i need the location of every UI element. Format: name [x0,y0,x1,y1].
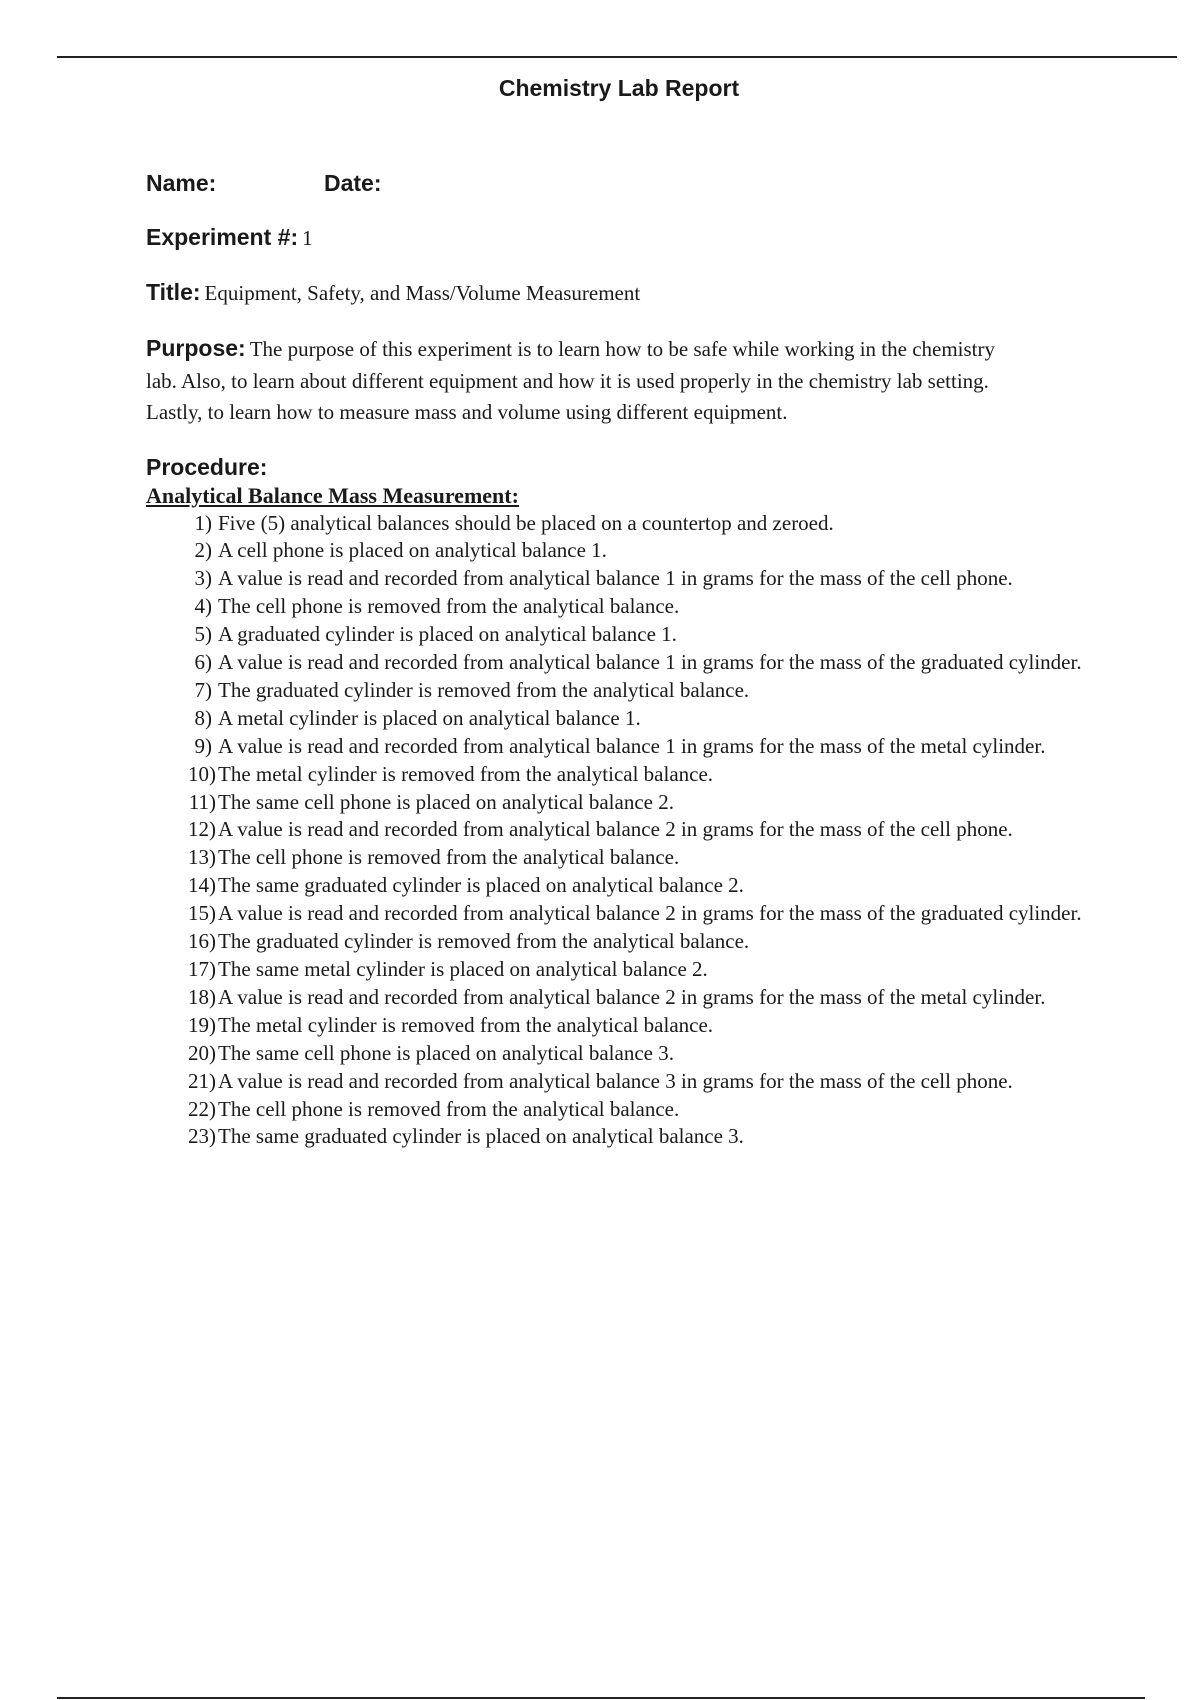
step-number: 21) [188,1068,216,1093]
step-text: The cell phone is removed from the analytical balance. [218,845,680,870]
step-number: 14) [188,873,216,898]
step-text: A value is read and recorded from analytical balance 1 in grams for the mass of the graduated cylinder. [218,650,1082,675]
step-text: The same cell phone is placed on analytical balance 2. [218,789,674,814]
step-number: 15) [188,901,216,926]
step-number: 17) [188,957,216,981]
step-number: 19) [188,1012,216,1037]
title-value: Equipment, Safety, and Mass/Volume Measurement [204,281,641,305]
date-label: Date: [324,170,382,196]
procedure-subheading: Analytical Balance Mass Measurement: [146,482,519,508]
procedure-step [146,761,1096,789]
procedure-steps [146,510,1096,1152]
procedure-step [146,593,1096,621]
step-number: 22) [188,1096,216,1121]
step-text: The same graduated cylinder is placed on analytical balance 3. [218,1124,744,1149]
title-label: Title: [146,279,201,305]
purpose-text: The purpose of this experiment is to learn how to be safe while working in the chemistry lab. Also, to learn about different equipment and how it is used properly in the chemistry lab setting. Lastly, to learn how to measure mass and volume using different equipment. [146,337,996,424]
step-number: 8) [194,705,212,730]
step-text: The graduated cylinder is removed from the analytical balance. [218,677,750,702]
step-text: The same graduated cylinder is placed on analytical balance 2. [218,873,744,898]
step-text: A value is read and recorded from analytical balance 1 in grams for the mass of the metal cylinder. [218,733,1046,758]
name-label: Name: [146,170,217,196]
experiment-label: Experiment #: [146,224,299,250]
procedure-step [146,928,1096,956]
step-number: 12) [188,817,216,842]
step-number: 3) [194,566,212,591]
step-text: A graduated cylinder is placed on analytical balance 1. [218,622,677,647]
step-number: 5) [194,622,212,647]
step-text: A value is read and recorded from analytical balance 2 in grams for the mass of the metal cylinder. [218,984,1046,1009]
step-text: The same cell phone is placed on analytical balance 3. [218,1040,674,1065]
step-number: 10) [188,761,216,786]
purpose-label: Purpose: [146,335,246,361]
procedure-step [146,1096,1096,1124]
title-row [146,279,1096,307]
step-text: The metal cylinder is removed from the analytical balance. [218,1012,714,1037]
step-text: A value is read and recorded from analytical balance 3 in grams for the mass of the cell phone. [218,1068,1013,1093]
procedure-step [146,510,1096,538]
step-number: 6) [194,650,212,675]
procedure-step [146,733,1096,761]
step-number: 23) [188,1124,216,1149]
procedure-step [146,956,1096,984]
step-number: 13) [188,845,216,870]
document-title: Chemistry Lab Report [498,75,740,101]
step-number: 2) [194,538,212,563]
procedure-step [146,900,1096,928]
step-text: A value is read and recorded from analytical balance 1 in grams for the mass of the cell phone. [218,566,1013,591]
bottom-rule [57,1697,1145,1699]
step-number: 16) [188,929,216,954]
step-text: The cell phone is removed from the analytical balance. [218,1096,680,1121]
procedure-step [146,872,1096,900]
step-text: A metal cylinder is placed on analytical balance 1. [218,705,641,730]
step-text: The cell phone is removed from the analytical balance. [218,594,680,619]
procedure-step [146,705,1096,733]
step-text: A value is read and recorded from analytical balance 2 in grams for the mass of the cell phone. [218,817,1013,842]
experiment-value: 1 [302,226,313,250]
name-date-row [146,170,1096,198]
procedure-step [146,677,1096,705]
procedure-step [146,789,1096,817]
step-number: 11) [188,789,216,814]
procedure-step [146,649,1096,677]
step-text: A cell phone is placed on analytical balance 1. [218,538,607,563]
step-text: The graduated cylinder is removed from the analytical balance. [218,929,750,954]
procedure-step [146,1040,1096,1068]
step-number: 18) [188,984,216,1009]
step-number: 20) [188,1040,216,1065]
step-number: 7) [194,677,212,702]
purpose-paragraph [146,334,1026,430]
procedure-step [146,537,1096,565]
procedure-step [146,1012,1096,1040]
procedure-step [146,621,1096,649]
step-number: 4) [194,594,212,619]
procedure-step [146,565,1096,593]
step-number: 1) [194,510,212,535]
report-body [146,170,1096,1151]
procedure-step [146,1123,1096,1151]
top-rule [57,56,1177,58]
step-text: Five (5) analytical balances should be placed on a countertop and zeroed. [218,510,834,535]
step-text: The same metal cylinder is placed on analytical balance 2. [218,957,708,981]
procedure-step [146,984,1096,1012]
procedure-step [146,816,1096,844]
step-number: 9) [194,733,212,758]
procedure-heading: Procedure: [146,453,268,480]
step-text: The metal cylinder is removed from the analytical balance. [218,761,714,786]
step-text: A value is read and recorded from analytical balance 2 in grams for the mass of the graduated cylinder. [218,901,1082,926]
experiment-row [146,224,1096,252]
procedure-step [146,844,1096,872]
procedure-step [146,1068,1096,1096]
